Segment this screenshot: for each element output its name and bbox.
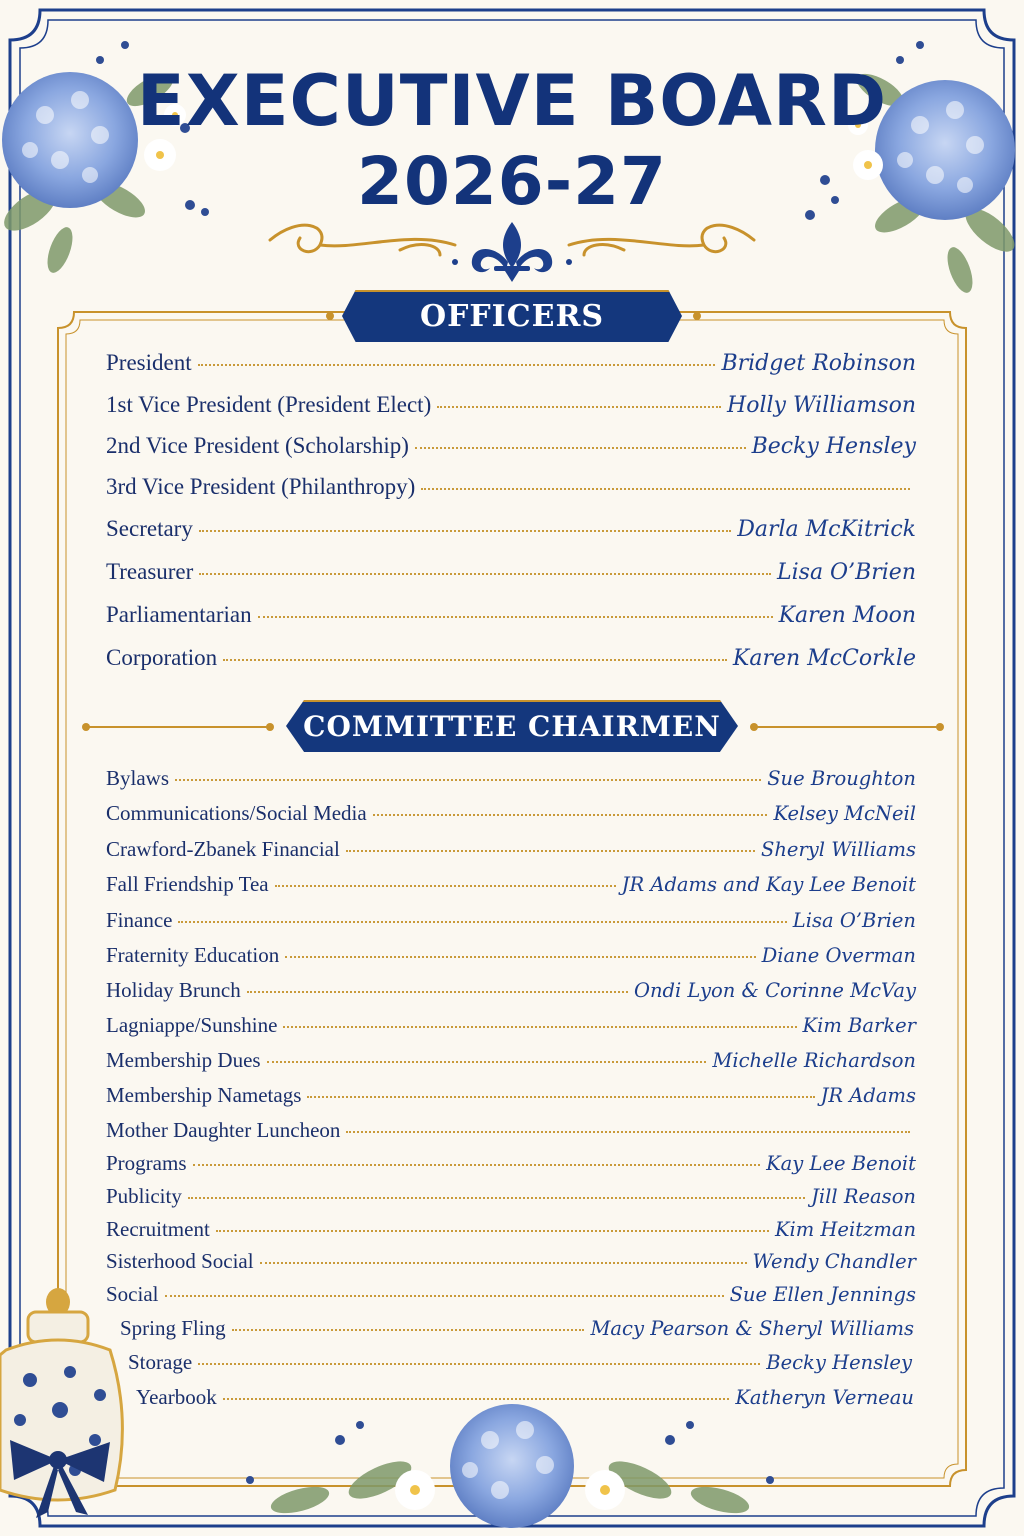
committee-row <box>106 1013 916 1038</box>
leader-dots <box>258 616 773 618</box>
committee-row <box>106 1184 916 1209</box>
committee-role: Membership Dues <box>106 1048 261 1072</box>
committee-row <box>106 1217 916 1242</box>
officer-row <box>106 645 916 671</box>
officer-role: Corporation <box>106 645 218 670</box>
committee-chair: Diane Overman <box>761 944 916 967</box>
committee-chair: JR Adams <box>820 1084 916 1107</box>
committee-role: Lagniappe/Sunshine <box>106 1013 278 1037</box>
officer-name: Holly Williamson <box>727 393 916 418</box>
leader-dots <box>260 1262 747 1264</box>
officer-row <box>106 433 916 459</box>
committee-chair: Jill Reason <box>811 1185 916 1208</box>
leader-dots <box>247 991 628 993</box>
committee-role: Publicity <box>106 1184 182 1208</box>
leader-dots <box>346 850 755 852</box>
committee-row <box>128 1350 912 1375</box>
leader-dots <box>232 1329 585 1331</box>
committee-chair: Ondi Lyon & Corinne McVay <box>633 979 916 1002</box>
committee-chair: Kim Barker <box>802 1014 916 1037</box>
committee-role: Spring Fling <box>120 1316 226 1340</box>
officer-role: President <box>106 350 192 375</box>
leader-dots <box>283 1026 796 1028</box>
committee-chair: Macy Pearson & Sheryl Williams <box>590 1317 914 1340</box>
committee-role: Communications/Social Media <box>106 801 367 825</box>
committee-role: Social <box>106 1282 159 1306</box>
committee-role: Holiday Brunch <box>106 978 241 1002</box>
leader-dots <box>437 406 721 408</box>
committee-chair: Katheryn Verneau <box>735 1386 914 1409</box>
officer-row <box>106 516 916 542</box>
committee-role: Storage <box>128 1350 193 1374</box>
committee-row <box>106 1249 916 1274</box>
committee-row <box>106 1048 916 1073</box>
leader-dots <box>275 885 616 887</box>
page-title: EXECUTIVE BOARD <box>136 60 888 142</box>
officer-name: Karen McCorkle <box>732 646 916 671</box>
committee-chair: Lisa O’Brien <box>792 909 916 932</box>
leader-dots <box>198 364 716 366</box>
officer-row <box>106 350 916 376</box>
leader-dots <box>285 956 755 958</box>
officer-name: Bridget Robinson <box>721 351 916 376</box>
officer-role: Secretary <box>106 516 193 541</box>
committee-row <box>106 943 916 968</box>
committee-role: Yearbook <box>136 1385 217 1409</box>
committee-chair: Kim Heitzman <box>774 1218 916 1241</box>
leader-dots <box>199 573 771 575</box>
officer-row <box>106 602 916 628</box>
leader-dots <box>346 1131 910 1133</box>
committee-chair: Wendy Chandler <box>752 1250 916 1273</box>
leader-dots <box>373 814 768 816</box>
committee-role: Fraternity Education <box>106 943 280 967</box>
committee-role: Bylaws <box>106 766 169 790</box>
committee-banner <box>286 700 738 752</box>
leader-dots <box>175 779 761 781</box>
committee-row <box>106 1151 916 1176</box>
officer-name: Darla McKitrick <box>737 517 916 542</box>
committee-role: Recruitment <box>106 1217 210 1241</box>
committee-row <box>106 837 916 862</box>
leader-dots <box>307 1096 814 1098</box>
committee-role: Sisterhood Social <box>106 1249 254 1273</box>
officer-row <box>106 474 916 500</box>
committee-role: Membership Nametags <box>106 1083 302 1107</box>
committee-role: Crawford-Zbanek Financial <box>106 837 340 861</box>
committee-chair: Becky Hensley <box>766 1351 912 1374</box>
committee-row <box>106 908 916 933</box>
committee-row <box>106 801 916 826</box>
officer-row <box>106 559 916 585</box>
leader-dots <box>199 530 731 532</box>
committee-role: Mother Daughter Luncheon <box>106 1118 341 1142</box>
committee-role: Programs <box>106 1151 187 1175</box>
committee-row <box>106 978 916 1003</box>
leader-dots <box>216 1230 769 1232</box>
officers-heading: OFFICERS <box>419 298 605 334</box>
leader-dots <box>421 488 910 490</box>
committee-row <box>106 1282 916 1307</box>
committee-row <box>106 766 916 791</box>
officer-name: Karen Moon <box>778 603 916 628</box>
committee-role: Fall Friendship Tea <box>106 872 269 896</box>
officer-role: 2nd Vice President (Scholarship) <box>106 433 409 458</box>
officer-role: 1st Vice President (President Elect) <box>106 392 432 417</box>
leader-dots <box>267 1061 707 1063</box>
leader-dots <box>193 1164 761 1166</box>
leader-dots <box>223 659 727 661</box>
officer-name: Becky Hensley <box>751 434 916 459</box>
committee-row <box>106 1083 916 1108</box>
committee-chair: Sue Broughton <box>767 767 916 790</box>
committee-row <box>106 872 916 897</box>
committee-heading: COMMITTEE CHAIRMEN <box>303 709 721 743</box>
committee-role: Finance <box>106 908 173 932</box>
committee-chair: Sue Ellen Jennings <box>729 1283 916 1306</box>
leader-dots <box>198 1363 760 1365</box>
officer-role: Parliamentarian <box>106 602 252 627</box>
board-year: 2026-27 <box>357 143 667 220</box>
committee-chair: Kay Lee Benoit <box>766 1152 916 1175</box>
officer-role: 3rd Vice President (Philanthropy) <box>106 474 416 499</box>
committee-row <box>136 1385 914 1410</box>
officers-banner <box>342 290 682 342</box>
leader-dots <box>165 1295 724 1297</box>
officer-row <box>106 392 916 418</box>
leader-dots <box>415 447 746 449</box>
committee-chair: Sheryl Williams <box>760 838 916 861</box>
leader-dots <box>223 1398 730 1400</box>
committee-chair: JR Adams and Kay Lee Benoit <box>621 873 916 896</box>
leader-dots <box>178 921 786 923</box>
committee-chair: Michelle Richardson <box>712 1049 916 1072</box>
leader-dots <box>188 1197 805 1199</box>
committee-row <box>106 1118 916 1143</box>
committee-row <box>120 1316 914 1341</box>
officer-name: Lisa O’Brien <box>777 560 916 585</box>
officer-role: Treasurer <box>106 559 194 584</box>
committee-chair: Kelsey McNeil <box>773 802 916 825</box>
